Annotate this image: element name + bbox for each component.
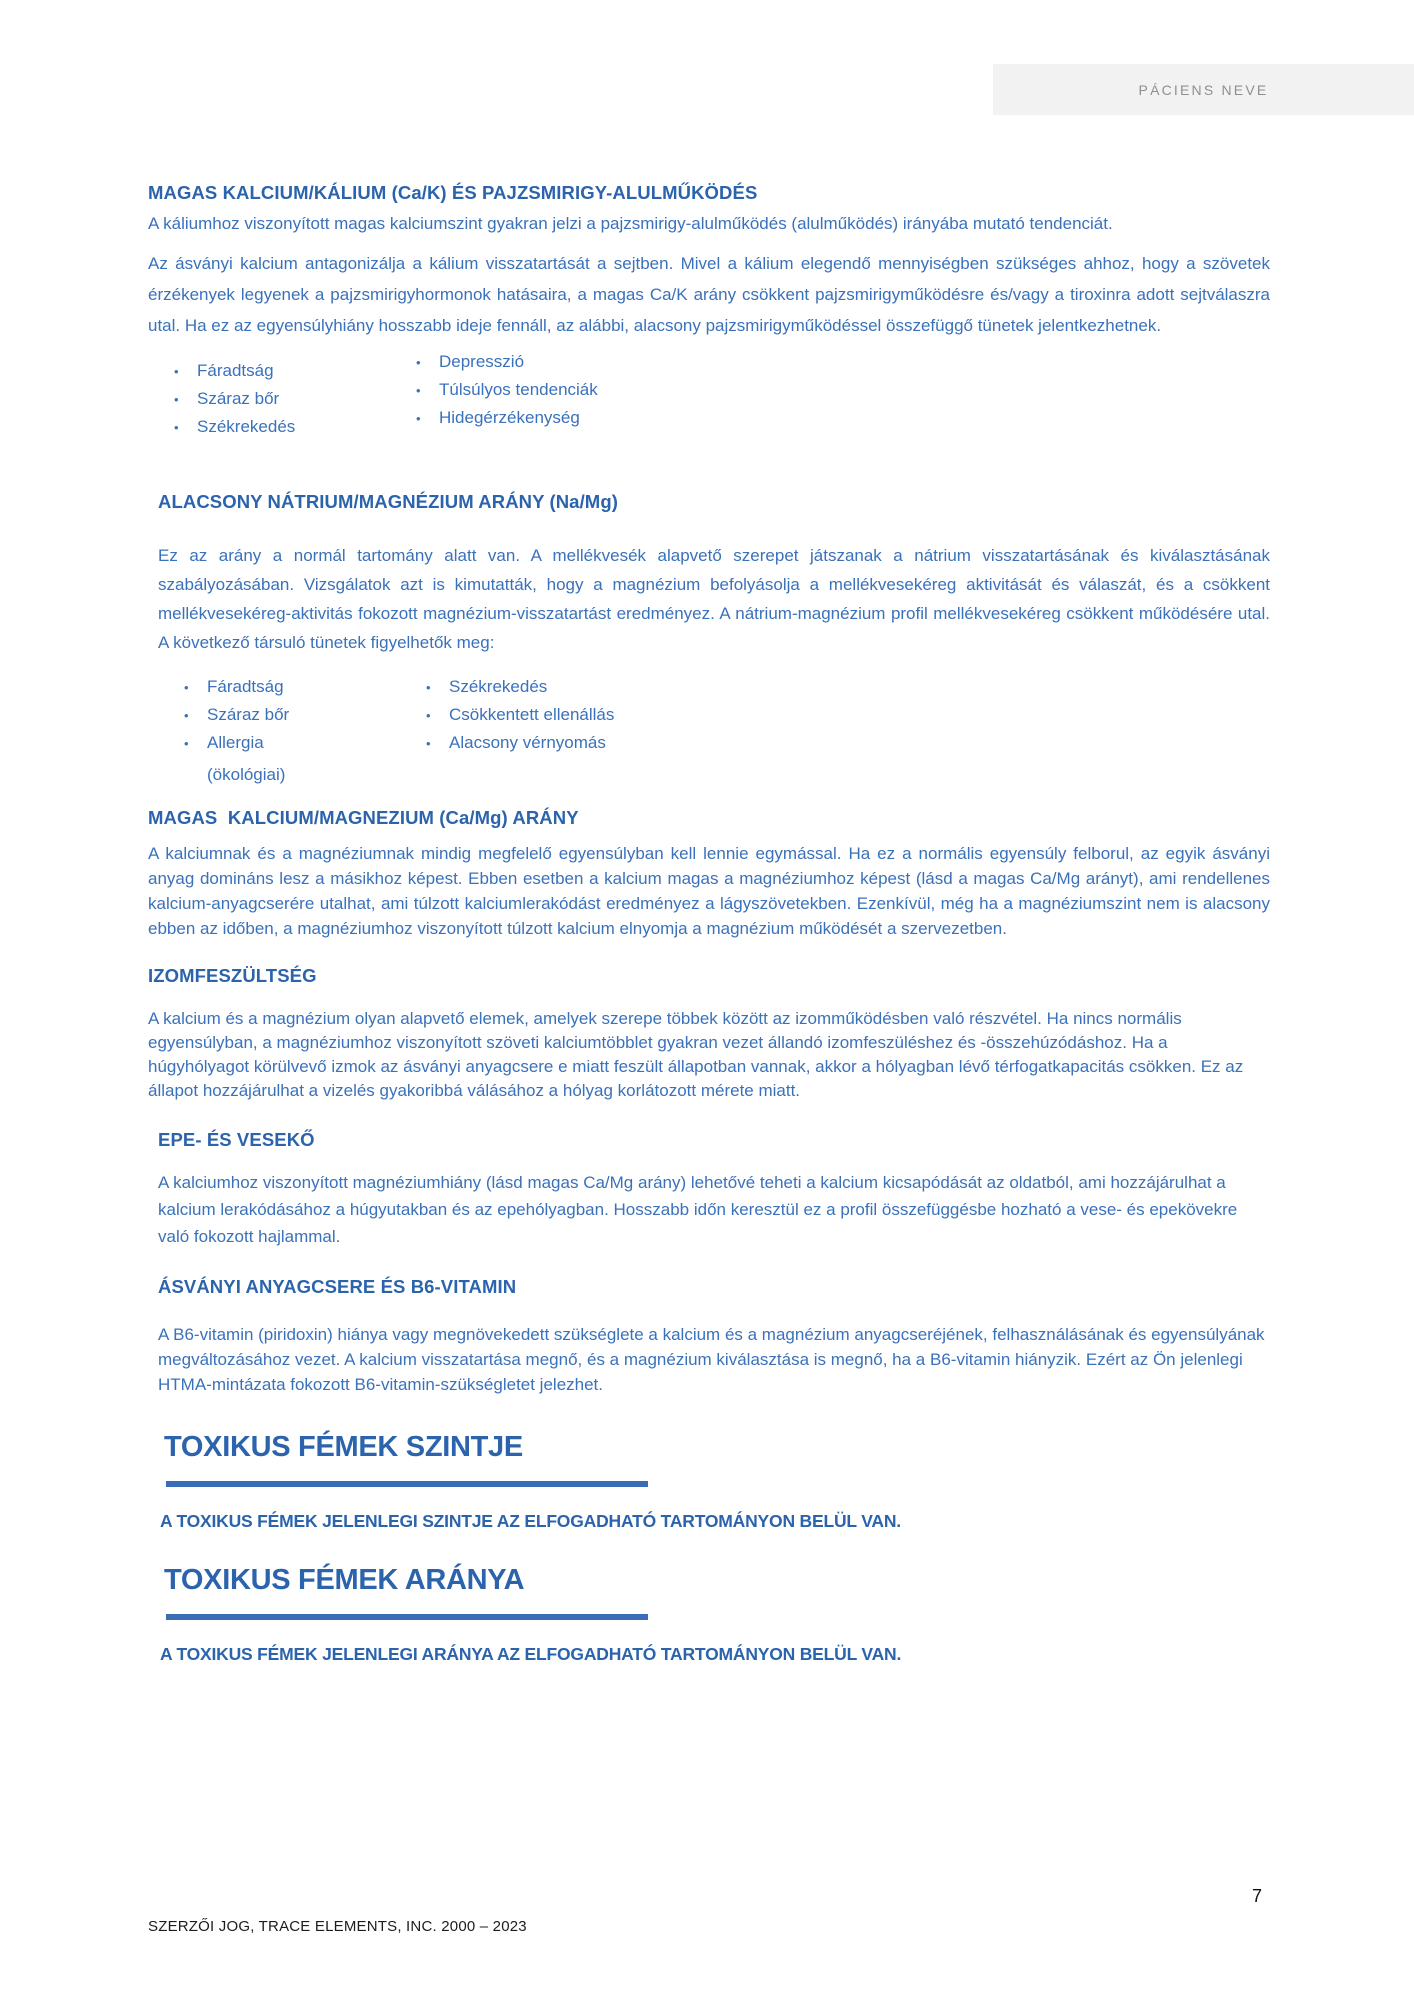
list-item — [184, 733, 426, 754]
bullet-icon: • — [426, 736, 431, 751]
bullet-icon: • — [416, 411, 421, 426]
title-underline — [166, 1481, 648, 1487]
list-item — [184, 677, 426, 698]
section-gall-kidney-stones — [148, 1129, 1270, 1250]
list-item — [426, 733, 1270, 754]
paragraph: A kalciumnak és a magnéziumnak mindig megfelelő egyensúlyban kell lennie egymással. Ha ez a normális egyensúly felborul, az egyik ásványi anyag domináns lesz a másikhoz képest. Ebben esetben a kalcium magas a magnéziumhoz képest (lásd a magas Ca/Mg arányt), ami rendellenes kalcium-anyagcserére utalhat, ami túlzott kalciumlerakódást eredményez a lágyszövetekben. Ezenkívül, még ha a magnéziumszint nem is alacsony ebben az időben, a magnéziumhoz viszonyított túlzott kalcium elnyomja a magnézium működését a szervezetben. — [148, 844, 1270, 938]
list-item-label: Fáradtság — [197, 361, 274, 380]
section-muscle-tension — [148, 965, 1270, 1103]
bullet-icon: • — [426, 708, 431, 723]
bullet-icon: • — [184, 736, 189, 751]
section-heading: EPE- ÉS VESEKŐ — [158, 1129, 315, 1150]
section-ca-mg — [148, 807, 1270, 941]
section-na-mg — [148, 491, 1270, 785]
list-item — [174, 389, 416, 410]
bullet-icon: • — [426, 680, 431, 695]
footer-copyright: SZERZŐI JOG, TRACE ELEMENTS, INC. 2000 – 2023 — [148, 1918, 527, 1935]
paragraph: Az ásványi kalcium antagonizálja a kálium visszatartását a sejtben. Mivel a kálium elegendő mennyiségben szükséges ahhoz, hogy a szövetek érzékenyek legyenek a pajzsmirigyhormonok hatásaira, a magas Ca/K arány csökkent pajzsmirigyműködésre és/vagy a tiroxinra adott sejtválaszra utal. Ha ez az egyensúlyhiány hosszabb ideje fennáll, az alábbi, alacsony pajzsmirigyműködéssel összefüggő tünetek jelentkezhetnek. — [148, 254, 1270, 335]
list-item-label: Depresszió — [439, 352, 525, 371]
list-item — [174, 417, 416, 438]
section-toxic-metals-ratio — [148, 1564, 1270, 1665]
title-underline — [166, 1614, 648, 1620]
patient-name-box — [993, 64, 1414, 115]
section-heading: MAGAS KALCIUM/KÁLIUM (Ca/K) ÉS PAJZSMIRIGY-ALULMŰKÖDÉS — [148, 182, 758, 203]
paragraph: A kalciumhoz viszonyított magnéziumhiány (lásd magas Ca/Mg arány) lehetővé teheti a kalcium kicsapódását az oldatból, ami hozzájárulhat a kalcium lerakódásához a húgyutakban és az epehólyagban. Hosszabb időn keresztül ez a profil összefüggésbe hozható a vese- és epekövekre való fokozott hajlammal. — [158, 1173, 1238, 1246]
list-item-label: Allergia — [207, 733, 264, 752]
section-heading: MAGAS KALCIUM/MAGNEZIUM (Ca/Mg) ARÁNY — [148, 807, 579, 828]
list-item-label: Székrekedés — [449, 677, 548, 696]
section-heading: ÁSVÁNYI ANYAGCSERE ÉS B6-VITAMIN — [158, 1276, 517, 1297]
list-item — [416, 408, 1270, 429]
symptom-column — [426, 677, 1270, 785]
list-item-label: Száraz bőr — [207, 705, 290, 724]
list-item-label: Fáradtság — [207, 677, 284, 696]
bullet-icon: • — [174, 364, 179, 379]
symptom-column — [184, 677, 426, 785]
bullet-icon: • — [184, 708, 189, 723]
page-number: 7 — [1251, 1886, 1262, 1906]
symptom-column — [416, 352, 1270, 445]
toxic-section-title: TOXIKUS FÉMEK ARÁNYA — [164, 1564, 525, 1596]
section-ca-k — [148, 182, 1270, 445]
list-item — [416, 352, 1270, 373]
toxic-section-title: TOXIKUS FÉMEK SZINTJE — [164, 1431, 523, 1463]
symptom-list — [148, 352, 1270, 445]
paragraph: A kalcium és a magnézium olyan alapvető elemek, amelyek szerepe többek között az izomműködésben való részvétel. Ha nincs normális egyensúlyban, a magnéziumhoz viszonyított szöveti kalciumtöbblet gyakran vezet állandó izomfeszüléshez és -összehúzódáshoz. Ha a húgyhólyagot körülvevő izmok az ásványi anyagcsere e miatt feszült állapotban vannak, akkor a hólyagban lévő térfogatkapacitás csökken. Ez az állapot hozzájárulhat a vizelés gyakoribbá válásához a hólyag korlátozott mérete miatt. — [148, 1009, 1244, 1100]
paragraph: A káliumhoz viszonyított magas kalciumszint gyakran jelzi a pajzsmirigy-alulműködés (alulműködés) irányába mutató tendenciát. — [148, 214, 1113, 233]
symptom-column — [174, 361, 416, 445]
list-item-label: Hidegérzékenység — [439, 408, 580, 427]
section-b6-vitamin — [148, 1276, 1270, 1397]
list-item-label: Túlsúlyos tendenciák — [439, 380, 598, 399]
bullet-icon: • — [174, 420, 179, 435]
paragraph: Ez az arány a normál tartomány alatt van. A mellékvesék alapvető szerepet játszanak a nátrium visszatartásának és kiválasztásának szabályozásában. Vizsgálatok azt is kimutatták, hogy a magnézium befolyásolja a mellékvesekéreg aktivitását és válaszát, és a csökkent mellékvesekéreg-aktivitás fokozott magnézium-visszatartást eredményez. A nátrium-magnézium profil mellékvesekéreg csökkent működésére utal. A következő társuló tünetek figyelhetők meg: — [158, 546, 1270, 652]
paragraph: A B6-vitamin (piridoxin) hiánya vagy megnövekedett szükséglete a kalcium és a magnézium anyagcseréjének, felhasználásának és egyensúlyának megváltozásához vezet. A kalcium visszatartása megnő, és a magnézium kiválasztása is megnő, ha a B6-vitamin hiányzik. Ezért az Ön jelenlegi HTMA-mintázata fokozott B6-vitamin-szükségletet jelezhet. — [158, 1325, 1265, 1394]
list-item — [174, 361, 416, 382]
patient-name-label: PÁCIENS NEVE — [1138, 81, 1269, 98]
section-heading: ALACSONY NÁTRIUM/MAGNÉZIUM ARÁNY (Na/Mg) — [158, 491, 618, 512]
status-statement: A TOXIKUS FÉMEK JELENLEGI SZINTJE AZ ELFOGADHATÓ TARTOMÁNYON BELÜL VAN. — [160, 1511, 901, 1531]
list-item-label: Csökkentett ellenállás — [449, 705, 615, 724]
list-item — [184, 705, 426, 726]
list-item — [416, 380, 1270, 401]
list-item-label: Száraz bőr — [197, 389, 280, 408]
section-heading: IZOMFESZÜLTSÉG — [148, 965, 317, 986]
bullet-icon: • — [416, 355, 421, 370]
list-item-note: (ökológiai) — [207, 765, 286, 784]
list-item-label: Székrekedés — [197, 417, 296, 436]
report-content — [148, 182, 1270, 1665]
list-item — [426, 705, 1270, 726]
bullet-icon: • — [416, 383, 421, 398]
status-statement: A TOXIKUS FÉMEK JELENLEGI ARÁNYA AZ ELFOGADHATÓ TARTOMÁNYON BELÜL VAN. — [160, 1644, 902, 1664]
section-toxic-metals-level — [148, 1431, 1270, 1532]
bullet-icon: • — [184, 680, 189, 695]
list-item-label: Alacsony vérnyomás — [449, 733, 606, 752]
symptom-list — [158, 677, 1270, 785]
bullet-icon: • — [174, 392, 179, 407]
list-item — [426, 677, 1270, 698]
